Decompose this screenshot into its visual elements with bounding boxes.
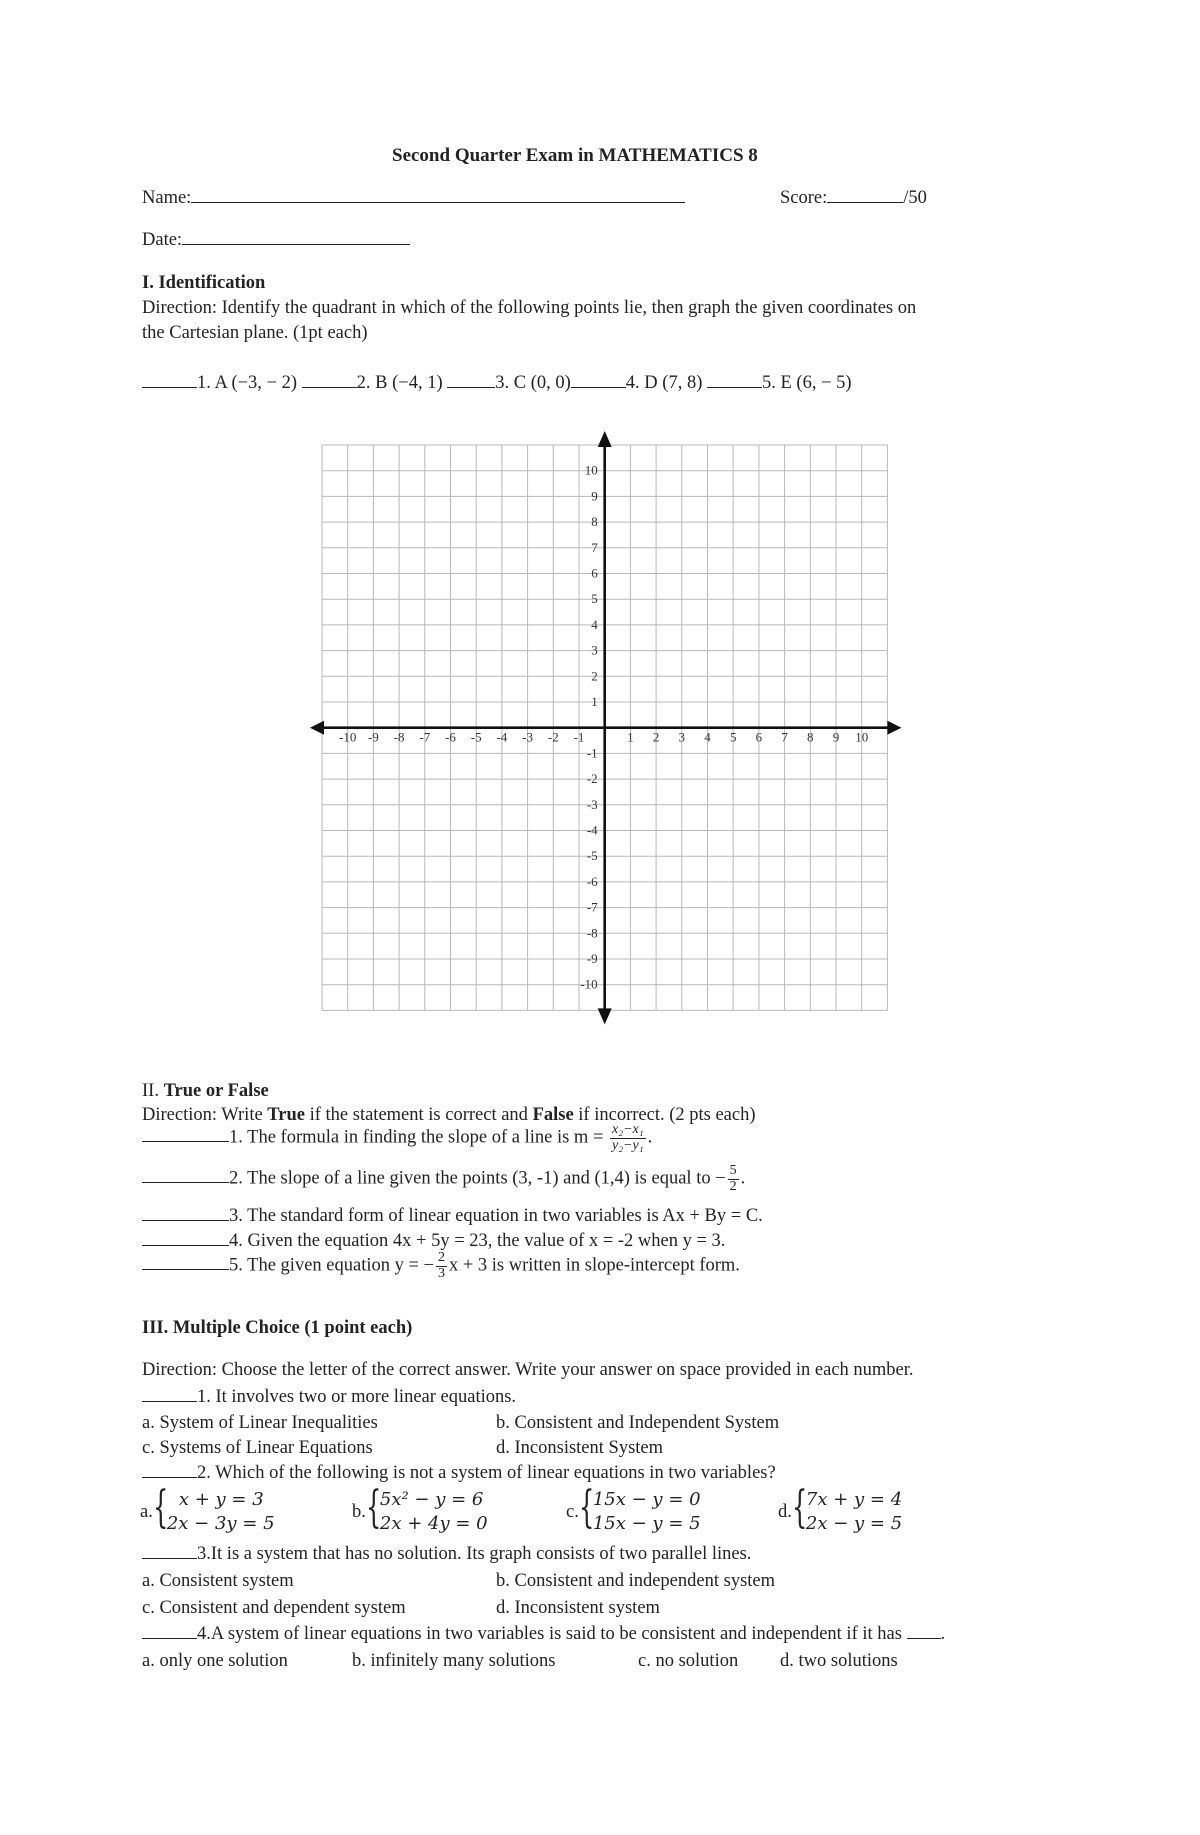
equation: 5x² − y = 6	[379, 1489, 484, 1510]
name-label: Name:	[142, 188, 192, 208]
mc-q3-option-b[interactable]: b. Consistent and independent system	[496, 1571, 776, 1591]
mc-q1-option-d[interactable]: d. Inconsistent System	[496, 1438, 664, 1458]
equation-system	[578, 1482, 701, 1537]
tf-item-3	[142, 1205, 763, 1227]
brace-icon: {	[365, 1482, 382, 1533]
item-point-d: D (7, 8)	[644, 373, 703, 393]
y-tick-label: 4	[591, 616, 598, 632]
brace-icon: {	[791, 1482, 808, 1533]
answer-blank[interactable]	[142, 1623, 197, 1639]
tf-item-2-text: 2. The slope of a line given the points (3, -1) and (1,4) is equal to −	[229, 1168, 726, 1189]
score-label: Score:	[780, 188, 828, 208]
y-tick-label: -7	[586, 899, 598, 915]
tf-item-1-text: 1. The formula in finding the slope of a line is m =	[229, 1127, 608, 1148]
part1-direction-line1: Direction: Identify the quadrant in which of the following points lie, then graph the given coordinates on	[142, 298, 917, 318]
tf-item-1	[142, 1123, 652, 1153]
part2-heading-text: True or False	[163, 1081, 269, 1101]
mc-q4-text: 4.A system of linear equations in two variables is said to be consistent and independent if it has	[197, 1624, 902, 1644]
y-tick-label: 2	[591, 668, 598, 684]
item-num: 4.	[625, 373, 640, 393]
part1-heading: I. Identification	[142, 273, 266, 293]
y-tick-label: -4	[586, 822, 598, 838]
tf-item-5	[142, 1251, 740, 1281]
direction-text: if incorrect. (2 pts each)	[573, 1105, 756, 1125]
mc-q2-text: 2. Which of the following is not a system of linear equations in two variables?	[197, 1463, 776, 1483]
x-tick-label: -7	[419, 729, 431, 745]
mc-q2	[142, 1462, 776, 1484]
y-tick-label: -5	[586, 848, 598, 864]
x-tick-label: 9	[832, 729, 840, 745]
part2-heading	[142, 1080, 269, 1102]
tf-item-2-end: .	[740, 1168, 746, 1189]
x-tick-label: 1	[627, 729, 634, 745]
answer-blank[interactable]	[142, 1543, 197, 1559]
x-axis-arrow-left	[310, 721, 324, 735]
equation: 15x − y = 0	[592, 1489, 701, 1510]
slope-fraction	[436, 1251, 447, 1281]
tf-item-5-text: 5. The given equation y = −	[229, 1255, 434, 1276]
mc-q1-option-c[interactable]: c. Systems of Linear Equations	[142, 1438, 373, 1458]
fraction-numerator: x₂−x₁	[612, 1122, 644, 1137]
tf-item-4-text: 4. Given the equation 4x + 5y = 23, the value of x = -2 when y = 3.	[229, 1231, 726, 1251]
equation: x + y = 3	[178, 1489, 264, 1510]
direction-true: True	[267, 1105, 305, 1125]
item-num: 2.	[356, 373, 371, 393]
part3-direction: Direction: Choose the letter of the correct answer. Write your answer on space provided in each number.	[142, 1360, 914, 1380]
equation-system	[365, 1482, 488, 1537]
option-label: b.	[352, 1502, 366, 1523]
mc-q2-option-d[interactable]	[778, 1482, 903, 1537]
score-total: /50	[903, 188, 927, 208]
y-tick-label: 6	[591, 565, 598, 581]
y-axis-arrow-down	[598, 1008, 612, 1024]
part1-direction-line2: the Cartesian plane. (1pt each)	[142, 323, 368, 343]
x-axis-arrow-right	[887, 721, 901, 735]
mc-q2-option-c[interactable]	[566, 1482, 701, 1537]
mc-q4-end: .	[940, 1624, 946, 1644]
x-tick-label: -5	[470, 729, 482, 745]
direction-false: False	[532, 1105, 574, 1125]
x-tick-label: -4	[496, 729, 508, 745]
option-label: c.	[566, 1502, 579, 1523]
option-label: a.	[140, 1502, 153, 1523]
x-tick-label: 10	[855, 729, 869, 745]
part3-heading: III. Multiple Choice (1 point each)	[142, 1318, 413, 1338]
direction-text: if the statement is correct and	[304, 1105, 533, 1125]
slope-fraction	[610, 1123, 646, 1153]
mc-q4-option-a[interactable]: a. only one solution	[142, 1651, 288, 1671]
x-tick-label: 3	[678, 729, 686, 745]
tf-item-4	[142, 1230, 725, 1252]
y-tick-label: 3	[591, 642, 598, 658]
fraction-numerator: 5	[729, 1163, 737, 1178]
equation-system	[791, 1482, 903, 1537]
tf-item-2	[142, 1164, 745, 1194]
mc-q3	[142, 1543, 751, 1565]
y-tick-label: 5	[591, 591, 598, 607]
mc-q4-option-b[interactable]: b. infinitely many solutions	[352, 1651, 556, 1671]
y-tick-label: -1	[586, 745, 598, 761]
y-tick-label: -8	[586, 925, 598, 941]
item-point-a: A (−3, − 2)	[214, 373, 298, 393]
tf-item-5-text: x + 3 is written in slope-intercept form.	[448, 1255, 740, 1276]
equation: 2x − 3y = 5	[166, 1513, 275, 1535]
equation: 15x − y = 5	[592, 1513, 701, 1535]
y-tick-label: -6	[586, 873, 598, 889]
x-tick-label: -2	[547, 729, 559, 745]
y-tick-label: 8	[591, 514, 598, 530]
item-point-e: E (6, − 5)	[780, 373, 852, 393]
mc-q3-text: 3.It is a system that has no solution. Its graph consists of two parallel lines.	[197, 1544, 752, 1564]
slope-fraction	[728, 1164, 739, 1194]
brace-icon: {	[578, 1482, 595, 1533]
mc-q3-option-c[interactable]: c. Consistent and dependent system	[142, 1598, 406, 1618]
answer-blank[interactable]	[142, 1126, 229, 1142]
brace-icon: {	[152, 1482, 169, 1533]
equation: 2x − y = 5	[805, 1513, 903, 1535]
direction-text: Direction: Write	[142, 1105, 268, 1125]
y-tick-label: -3	[586, 796, 598, 812]
x-tick-label: -3	[522, 729, 534, 745]
answer-blank[interactable]	[142, 1167, 229, 1183]
mc-q2-option-b[interactable]	[352, 1482, 488, 1537]
x-tick-label: 7	[781, 729, 788, 745]
part2-heading-num: II.	[142, 1081, 164, 1101]
fraction-denominator: 3	[437, 1265, 445, 1281]
mc-q3-option-d[interactable]: d. Inconsistent system	[496, 1598, 660, 1618]
x-tick-label: -10	[339, 729, 357, 745]
fill-blank[interactable]	[907, 1623, 941, 1639]
mc-q4-option-d[interactable]: d. two solutions	[780, 1651, 898, 1671]
answer-blank[interactable]	[142, 1462, 197, 1478]
item-num: 5.	[761, 373, 776, 393]
tf-item-1-end: .	[647, 1127, 653, 1148]
x-tick-label: 5	[729, 729, 737, 745]
mc-q3-option-a[interactable]: a. Consistent system	[142, 1571, 294, 1591]
answer-blank[interactable]	[142, 1230, 229, 1246]
exam-title: Second Quarter Exam in MATHEMATICS 8	[392, 145, 758, 166]
fraction-numerator: 2	[437, 1250, 445, 1265]
y-tick-label: -2	[586, 771, 598, 787]
item-point-c: C (0, 0)	[513, 373, 571, 393]
y-tick-label: -10	[580, 976, 598, 992]
equation: 7x + y = 4	[805, 1489, 903, 1510]
x-tick-label: 4	[704, 729, 711, 745]
y-tick-label: 10	[584, 462, 598, 478]
option-label: d.	[778, 1502, 792, 1523]
mc-q1	[142, 1386, 516, 1408]
mc-q1-option-b[interactable]: b. Consistent and Independent System	[496, 1413, 780, 1433]
y-tick-label: 9	[591, 488, 598, 504]
equation-system	[152, 1482, 275, 1537]
answer-blank[interactable]	[142, 1386, 197, 1402]
x-tick-label: -1	[573, 729, 585, 745]
mc-q1-option-a[interactable]: a. System of Linear Inequalities	[142, 1413, 378, 1433]
x-tick-label: -6	[445, 729, 456, 745]
x-tick-label: -8	[393, 729, 405, 745]
answer-blank[interactable]	[142, 1205, 229, 1221]
x-tick-label: 2	[652, 729, 660, 745]
y-tick-label: -9	[586, 951, 598, 966]
y-axis-arrow-up	[598, 431, 612, 447]
date-label: Date:	[142, 230, 183, 250]
x-tick-label: -9	[367, 729, 379, 745]
mc-q2-option-a[interactable]	[140, 1482, 275, 1537]
answer-blank[interactable]	[142, 1254, 229, 1270]
item-point-b: B (−4, 1)	[375, 373, 443, 393]
item-num: 3.	[495, 373, 510, 393]
item-num: 1.	[197, 373, 211, 393]
y-tick-label: 1	[591, 694, 598, 709]
mc-q4	[142, 1623, 945, 1645]
y-tick-label: 7	[591, 539, 598, 555]
x-tick-label: 8	[807, 729, 814, 745]
equation: 2x + 4y = 0	[379, 1513, 488, 1535]
mc-q1-text: 1. It involves two or more linear equations.	[197, 1387, 517, 1407]
fraction-denominator: y₂−y₁	[612, 1137, 644, 1153]
fraction-denominator: 2	[729, 1178, 737, 1194]
mc-q4-option-c[interactable]: c. no solution	[638, 1651, 739, 1671]
x-tick-label: 6	[755, 729, 763, 745]
tf-item-3-text: 3. The standard form of linear equation in two variables is Ax + By = C.	[229, 1206, 763, 1226]
